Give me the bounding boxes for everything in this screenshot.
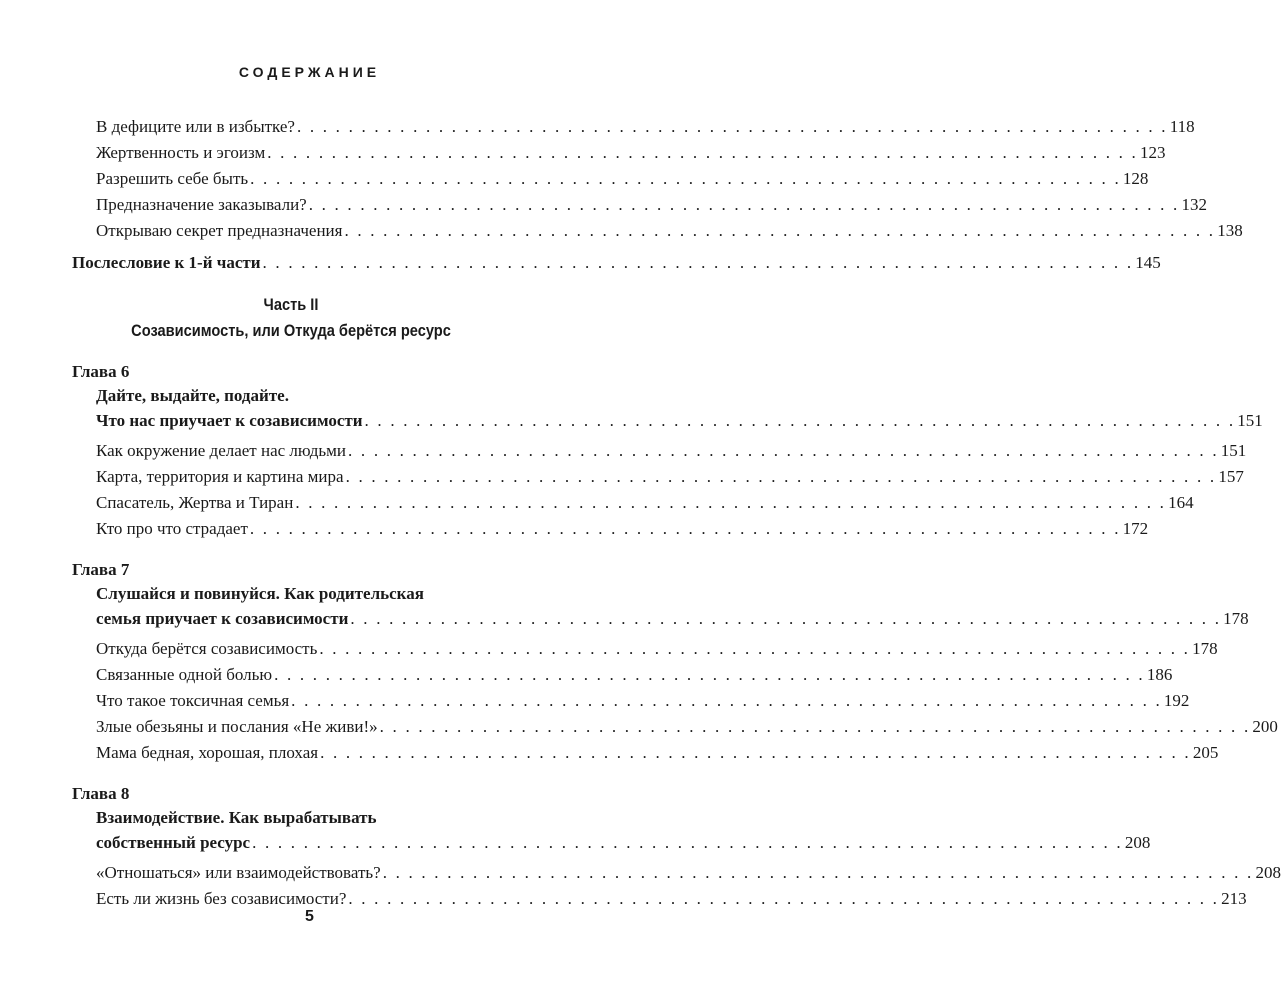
toc-entry-title: Жертвенность и эгоизм [96,143,266,162]
toc-entry-page: 205 [1192,743,1219,762]
toc-entry[interactable] [72,192,1207,218]
toc-entry[interactable] [72,438,1247,464]
toc-entry-page: 172 [1122,519,1149,538]
dot-leader: . . . . . . . . . . . . . . . . . . . . . . . . . . . . . . . . . . . . . . . . . . . . . . . . . . . . . . . . . . . . . . . . . . . . [308,195,1180,214]
chapter-page: 208 [1124,833,1151,852]
chapter-page: 178 [1223,609,1249,628]
toc-entry[interactable] [72,516,1149,542]
chapter-heading-line: Что нас приучает к созависимости [96,411,363,430]
toc-entry[interactable] [72,490,1194,516]
chapter-heading-line[interactable]: Взаимодействие. Как вырабатывать [96,808,377,827]
dot-leader: . . . . . . . . . . . . . . . . . . . . . . . . . . . . . . . . . . . . . . . . . . . . . . . . . . . . . . . . . . . . . . . . . . . . [350,609,1222,628]
toc-entry[interactable] [72,740,1219,766]
toc-entry-title: Открываю секрет предназначения [96,221,343,240]
toc-entry-title: «Отношаться» или взаимодействовать? [96,863,381,882]
dot-leader: . . . . . . . . . . . . . . . . . . . . . . . . . . . . . . . . . . . . . . . . . . . . . . . . . . . . . . . . . . . . . . . . . . . . [267,143,1138,162]
chapter-page: 151 [1237,411,1263,430]
toc-entry-page: 151 [1220,441,1247,460]
toc-entry-title: Откуда берётся созависимость [96,639,318,658]
dot-leader: . . . . . . . . . . . . . . . . . . . . . . . . . . . . . . . . . . . . . . . . . . . . . . . . . . . . . . . . . . . . . . . . . . . . [344,221,1216,240]
toc-entry-title: Карта, территория и картина мира [96,467,344,486]
toc-entry-title: В дефиците или в избытке? [96,117,295,136]
toc-entry[interactable] [72,688,1190,714]
chapter-label: Глава 6 [72,362,130,381]
dot-leader: . . . . . . . . . . . . . . . . . . . . . . . . . . . . . . . . . . . . . . . . . . . . . . . . . . . . . . . . . . . . . . . . . . . . [364,411,1236,430]
toc-entry-page: 132 [1181,195,1207,214]
toc-entry-page: 208 [1255,863,1281,882]
dot-leader: . . . . . . . . . . . . . . . . . . . . . . . . . . . . . . . . . . . . . . . . . . . . . . . . . . . . . . . . . . . . . . . . . . . . [382,863,1254,882]
toc-entry-title: Есть ли жизнь без созависимости? [96,889,347,908]
toc-entry-title: Что такое токсичная семья [96,691,290,710]
toc-entry-title: Спасатель, Жертва и Тиран [96,493,294,512]
toc-entry-title: Разрешить себе быть [96,169,249,188]
dot-leader: . . . . . . . . . . . . . . . . . . . . . . . . . . . . . . . . . . . . . . . . . . . . . . . . . . . . . . . . . . . . . . . . . . . . [379,717,1251,736]
dot-leader: . . . . . . . . . . . . . . . . . . . . . . . . . . . . . . . . . . . . . . . . . . . . . . . . . . . . . . . . . . . . . . . . . . . . [348,889,1220,908]
toc-entry-title: Кто про что страдает [96,519,248,538]
chapter-heading-line[interactable]: Слушайся и повинуйся. Как родительская [96,584,424,603]
dot-leader: . . . . . . . . . . . . . . . . . . . . . . . . . . . . . . . . . . . . . . . . . . . . . . . . . . . . . . . . . . . . . . . . . . . . [319,639,1191,658]
part-title: Созависимость, или Откуда берётся ресурс [131,321,451,340]
table-of-contents [72,114,1281,912]
toc-entry[interactable] [72,860,1281,886]
page-number: 5 [305,908,314,925]
toc-entry-page: 145 [1135,253,1161,272]
toc-entry-title: Предназначение заказывали? [96,195,307,214]
toc-entry[interactable] [72,166,1149,192]
toc-entry-title: Как окружение делает нас людьми [96,441,347,460]
dot-leader: . . . . . . . . . . . . . . . . . . . . . . . . . . . . . . . . . . . . . . . . . . . . . . . . . . . . . . . . . . . . . . . . . . . . [348,441,1219,460]
toc-entry[interactable] [72,464,1244,490]
toc-entry-page: 138 [1217,221,1243,240]
chapter-heading-row[interactable] [72,830,1151,856]
dot-leader: . . . . . . . . . . . . . . . . . . . . . . . . . . . . . . . . . . . . . . . . . . . . . . . . . . . . . . . . . . . . . . . . . . . . [250,169,1121,188]
toc-entry-page: 186 [1146,665,1173,684]
toc-entry[interactable] [72,636,1218,662]
dot-leader: . . . . . . . . . . . . . . . . . . . . . . . . . . . . . . . . . . . . . . . . . . . . . . . . . . . . . . . . . . . . . . . . . . . . [252,833,1123,852]
dot-leader: . . . . . . . . . . . . . . . . . . . . . . . . . . . . . . . . . . . . . . . . . . . . . . . . . . . . . . . . . . . . . . . . . . . . [345,467,1217,486]
toc-entry-page: 128 [1122,169,1149,188]
dot-leader: . . . . . . . . . . . . . . . . . . . . . . . . . . . . . . . . . . . . . . . . . . . . . . . . . . . . . . . . . . . . . . . . . . . . [291,691,1162,710]
chapter-heading-line[interactable]: Дайте, выдайте, подайте. [96,386,289,405]
toc-entry[interactable] [72,218,1243,244]
toc-entry-title: Связанные одной болью [96,665,273,684]
chapter-heading-row[interactable] [72,408,1263,434]
toc-entry-page: 213 [1221,889,1247,908]
toc-entry-page: 164 [1168,493,1194,512]
toc-entry-page: 118 [1169,117,1195,136]
dot-leader: . . . . . . . . . . . . . . . . . . . . . . . . . . . . . . . . . . . . . . . . . . . . . . . . . . . . . . . . . . . . . . . . . . . . [296,117,1168,136]
running-header: СОДЕРЖАНИЕ [238,64,381,80]
toc-entry[interactable] [72,714,1278,740]
toc-section-top [72,114,1243,244]
toc-entry-title: Злые обезьяны и послания «Не живи!» [96,717,378,736]
dot-leader: . . . . . . . . . . . . . . . . . . . . . . . . . . . . . . . . . . . . . . . . . . . . . . . . . . . . . . . . . . . . . . . . . . . . [274,665,1145,684]
toc-entry-page: 200 [1252,717,1278,736]
toc-entry-page: 178 [1192,639,1218,658]
chapter-block [72,360,1263,542]
part-heading [72,292,510,344]
chapter-block [72,558,1278,766]
dot-leader: . . . . . . . . . . . . . . . . . . . . . . . . . . . . . . . . . . . . . . . . . . . . . . . . . . . . . . . . . . . . . . . . . . . . [295,493,1167,512]
toc-entry[interactable] [72,140,1166,166]
toc-entry[interactable] [72,662,1173,688]
chapter-heading-line: собственный ресурс [96,833,251,852]
toc-entry[interactable] [72,114,1195,140]
dot-leader: . . . . . . . . . . . . . . . . . . . . . . . . . . . . . . . . . . . . . . . . . . . . . . . . . . . . . . . . . . . . . . . . . . . . [320,743,1191,762]
toc-afterword[interactable] [72,250,1161,276]
chapter-heading-line: семья приучает к созависимости [96,609,349,628]
toc-entry-page: 123 [1139,143,1166,162]
toc-entry-page: 157 [1218,467,1244,486]
chapter-label: Глава 8 [72,784,130,803]
toc-entry-title: Послесловие к 1-й части [72,253,261,272]
dot-leader: . . . . . . . . . . . . . . . . . . . . . . . . . . . . . . . . . . . . . . . . . . . . . . . . . . . . . . . . . . . . . . . . . . . . [249,519,1121,538]
part-label: Часть II [263,295,319,314]
chapter-label: Глава 7 [72,560,130,579]
toc-entry-page: 192 [1163,691,1190,710]
dot-leader: . . . . . . . . . . . . . . . . . . . . . . . . . . . . . . . . . . . . . . . . . . . . . . . . . . . . . . . . . . . . . . . . . . . . [262,253,1134,272]
chapter-heading-row[interactable] [72,606,1249,632]
chapter-block [72,782,1281,912]
toc-entry-title: Мама бедная, хорошая, плохая [96,743,319,762]
